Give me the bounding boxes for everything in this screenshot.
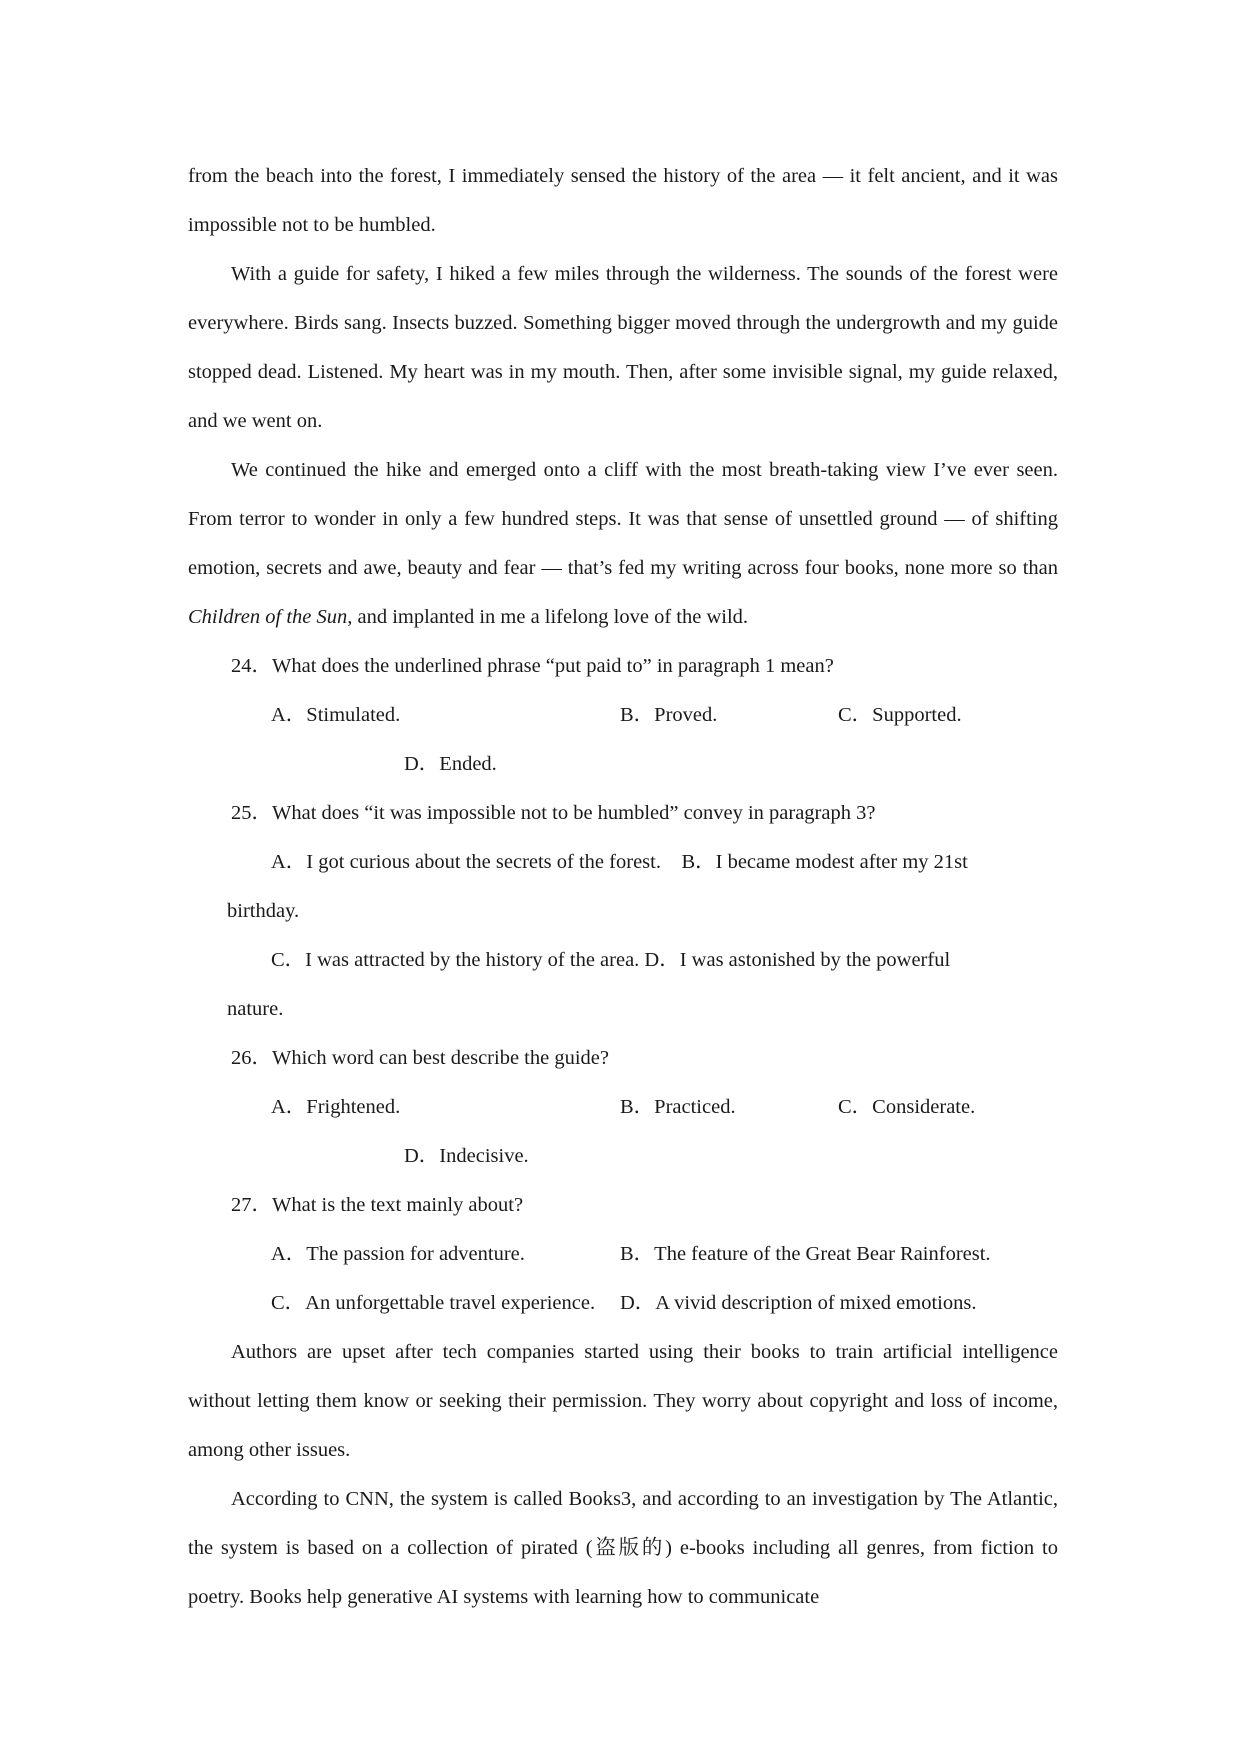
option-27-b: B．The feature of the Great Bear Rainforest. <box>620 1243 991 1265</box>
question-26-stem: 26．Which word can best describe the guide? <box>231 1047 609 1069</box>
option-26-c: C．Considerate. <box>838 1096 976 1118</box>
paragraph-books3: According to CNN, the system is called Books3, and according to an investigation by The Atlantic, the system is based on a collection of pirated (盗版的) e-books including all genres, from fiction to poetry. Books help generative AI systems with learning how to communicate <box>188 1488 1058 1608</box>
option-27-c: C．An unforgettable travel experience. <box>271 1292 596 1314</box>
paragraph-cliff: We continued the hike and emerged onto a cliff with the most breath-taking view I’ve ever seen. From terror to wonder in only a few hundred steps. It was that sense of unsettled ground — of shifting emotion, secrets and awe, beauty and fear — that’s fed my writing across four books, none more so than Children of the Sun, and implanted in me a lifelong love of the wild. <box>188 459 1058 628</box>
question-24-stem: 24．What does the underlined phrase “put paid to” in paragraph 1 mean? <box>231 655 834 677</box>
option-25-cd-cont: nature. <box>227 998 284 1020</box>
option-24-a: A．Stimulated. <box>271 704 401 726</box>
question-25-stem: 25．What does “it was impossible not to be humbled” convey in paragraph 3? <box>231 802 876 824</box>
question-27-options-row-1 <box>188 1230 1058 1279</box>
question-27-options-row-2 <box>188 1279 1058 1328</box>
option-24-c: C．Supported. <box>838 704 962 726</box>
paragraph-hike: With a guide for safety, I hiked a few miles through the wilderness. The sounds of the forest were everywhere. Birds sang. Insects buzzed. Something bigger moved through the undergrowth and my guide stopped dead. Listened. My heart was in my mouth. Then, after some invisible signal, my guide relaxed, and we went on. <box>188 263 1058 432</box>
question-26-options-row-2 <box>188 1132 1058 1181</box>
option-24-b: B．Proved. <box>620 704 718 726</box>
paragraph-continued: from the beach into the forest, I immediately sensed the history of the area — it felt ancient, and it was impossible not to be humbled. <box>188 165 1058 236</box>
paragraph-authors: Authors are upset after tech companies started using their books to train artificial intelligence without letting them know or seeking their permission. They worry about copyright and loss of income, among other issues. <box>188 1341 1058 1461</box>
option-26-a: A．Frightened. <box>271 1096 401 1118</box>
option-27-a: A．The passion for adventure. <box>271 1243 525 1265</box>
option-24-d: D．Ended. <box>404 753 497 775</box>
option-26-b: B．Practiced. <box>620 1096 736 1118</box>
option-25-ab: A．I got curious about the secrets of the forest. B．I became modest after my 21st <box>271 851 968 873</box>
option-26-d: D．Indecisive. <box>404 1145 529 1167</box>
option-25-cd: C．I was attracted by the history of the area. D．I was astonished by the powerful <box>271 949 951 971</box>
option-27-d: D．A vivid description of mixed emotions. <box>620 1292 977 1314</box>
question-26-options-row-1 <box>188 1083 1058 1132</box>
question-24-options-row-2 <box>188 740 1058 789</box>
document-page <box>188 152 1058 1622</box>
question-27-stem: 27．What is the text mainly about? <box>231 1194 524 1216</box>
question-24-options-row-1 <box>188 691 1058 740</box>
book-title: Children of the Sun <box>188 606 348 628</box>
option-25-ab-cont: birthday. <box>227 900 300 922</box>
